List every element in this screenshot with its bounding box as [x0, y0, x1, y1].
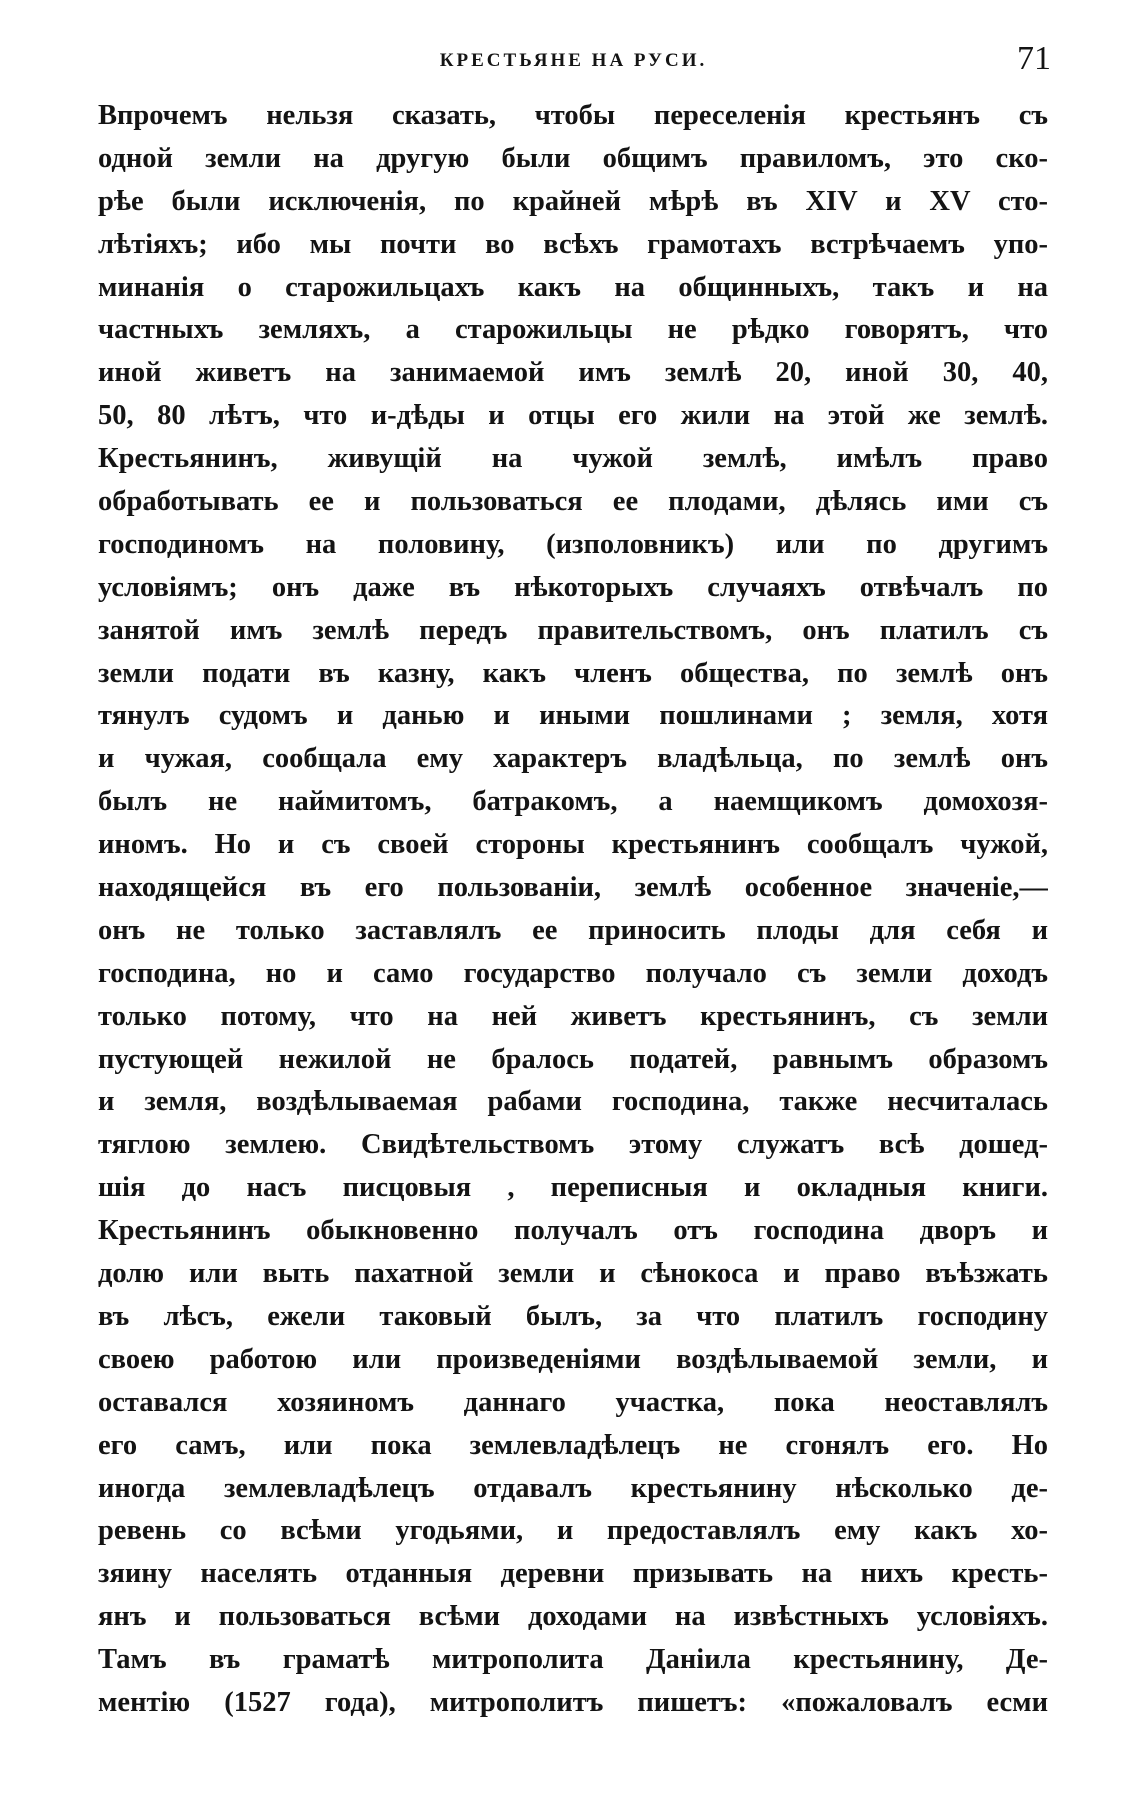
text-line: своею работою или произведеніями воздѣлываемой земли, и	[98, 1343, 1048, 1375]
text-line: зяину населять отданныя деревни призывать на нихъ кресть-	[98, 1558, 1048, 1590]
text-line: иномъ. Но и съ своей стороны крестьянинъ сообщалъ чужой,	[98, 829, 1048, 861]
text-line: Тамъ въ граматѣ митрополита Даніила крестьянину, Де-	[98, 1644, 1048, 1676]
text-line: янъ и пользоваться всѣми доходами на извѣстныхъ условіяхъ.	[98, 1601, 1048, 1633]
text-line: земли подати въ казну, какъ членъ общества, по землѣ онъ	[98, 657, 1048, 689]
text-line: и чужая, сообщала ему характеръ владѣльца, по землѣ онъ	[98, 743, 1048, 775]
text-line: иной живетъ на занимаемой имъ землѣ 20, иной 30, 40,	[98, 357, 1048, 389]
text-line: шія до насъ писцовыя , переписныя и окладныя книги.	[98, 1172, 1048, 1204]
text-line: находящейся въ его пользованіи, землѣ особенное значеніе,—	[98, 872, 1048, 904]
text-line: господиномъ на половину, (изполовникъ) или по другимъ	[98, 528, 1048, 560]
text-line: 50, 80 лѣтъ, что и-дѣды и отцы его жили на этой же землѣ.	[98, 400, 1048, 432]
text-line: обработывать ее и пользоваться ее плодами, дѣлясь ими съ	[98, 486, 1048, 518]
text-line: Крестьянинъ обыкновенно получалъ отъ господина дворъ и	[98, 1215, 1048, 1247]
text-line: тяглою землею. Свидѣтельствомъ этому служатъ всѣ дошед-	[98, 1129, 1048, 1161]
text-line: одной земли на другую были общимъ правиломъ, это ско-	[98, 142, 1048, 174]
text-line: лѣтіяхъ; ибо мы почти во всѣхъ грамотахъ встрѣчаемъ упо-	[98, 228, 1048, 260]
text-line: минанія о старожильцахъ какъ на общинныхъ, такъ и на	[98, 271, 1048, 303]
text-line: условіямъ; онъ даже въ нѣкоторыхъ случаяхъ отвѣчалъ по	[98, 571, 1048, 603]
text-line: тянулъ судомъ и данью и иными пошлинами ; земля, хотя	[98, 700, 1048, 732]
text-line: его самъ, или пока землевладѣлецъ не сгонялъ его. Но	[98, 1429, 1048, 1461]
text-line: долю или выть пахатной земли и сѣнокоса и право въѣзжать	[98, 1258, 1048, 1290]
text-line: Крестьянинъ, живущій на чужой землѣ, имѣлъ право	[98, 443, 1048, 475]
page-header	[96, 40, 1051, 90]
running-title: КРЕСТЬЯНЕ НА РУСИ.	[439, 50, 708, 71]
text-line: частныхъ земляхъ, а старожильцы не рѣдко говорятъ, что	[98, 314, 1048, 346]
text-line: рѣе были исключенія, по крайней мѣрѣ въ XIV и XV сто-	[98, 185, 1048, 217]
text-line: оставался хозяиномъ даннаго участка, пока неоставлялъ	[98, 1386, 1048, 1418]
text-line: пустующей нежилой не бралось податей, равнымъ образомъ	[98, 1043, 1048, 1075]
text-line: Впрочемъ нельзя сказать, чтобы переселенія крестьянъ съ	[98, 100, 1048, 131]
text-line: въ лѣсъ, ежели таковый былъ, за что платилъ господину	[98, 1300, 1048, 1332]
text-line: былъ не наймитомъ, батракомъ, а наемщикомъ домохозя-	[98, 786, 1048, 818]
text-line: только потому, что на ней живетъ крестьянинъ, съ земли	[98, 1000, 1048, 1032]
text-line: занятой имъ землѣ передъ правительствомъ, онъ платилъ съ	[98, 614, 1048, 646]
text-line: иногда землевладѣлецъ отдавалъ крестьянину нѣсколько де-	[98, 1472, 1048, 1504]
text-line: ревень со всѣми угодьями, и предоставлялъ ему какъ хо-	[98, 1515, 1048, 1547]
page-number: 71	[1017, 40, 1051, 77]
body-text	[98, 95, 1048, 1725]
text-line: ментію (1527 года), митрополитъ пишетъ: «пожаловалъ есми	[98, 1686, 1048, 1718]
text-line: онъ не только заставлялъ ее приносить плоды для себя и	[98, 914, 1048, 946]
text-line: господина, но и само государство получало съ земли доходъ	[98, 957, 1048, 989]
text-line: и земля, воздѣлываемая рабами господина, также несчиталась	[98, 1086, 1048, 1118]
